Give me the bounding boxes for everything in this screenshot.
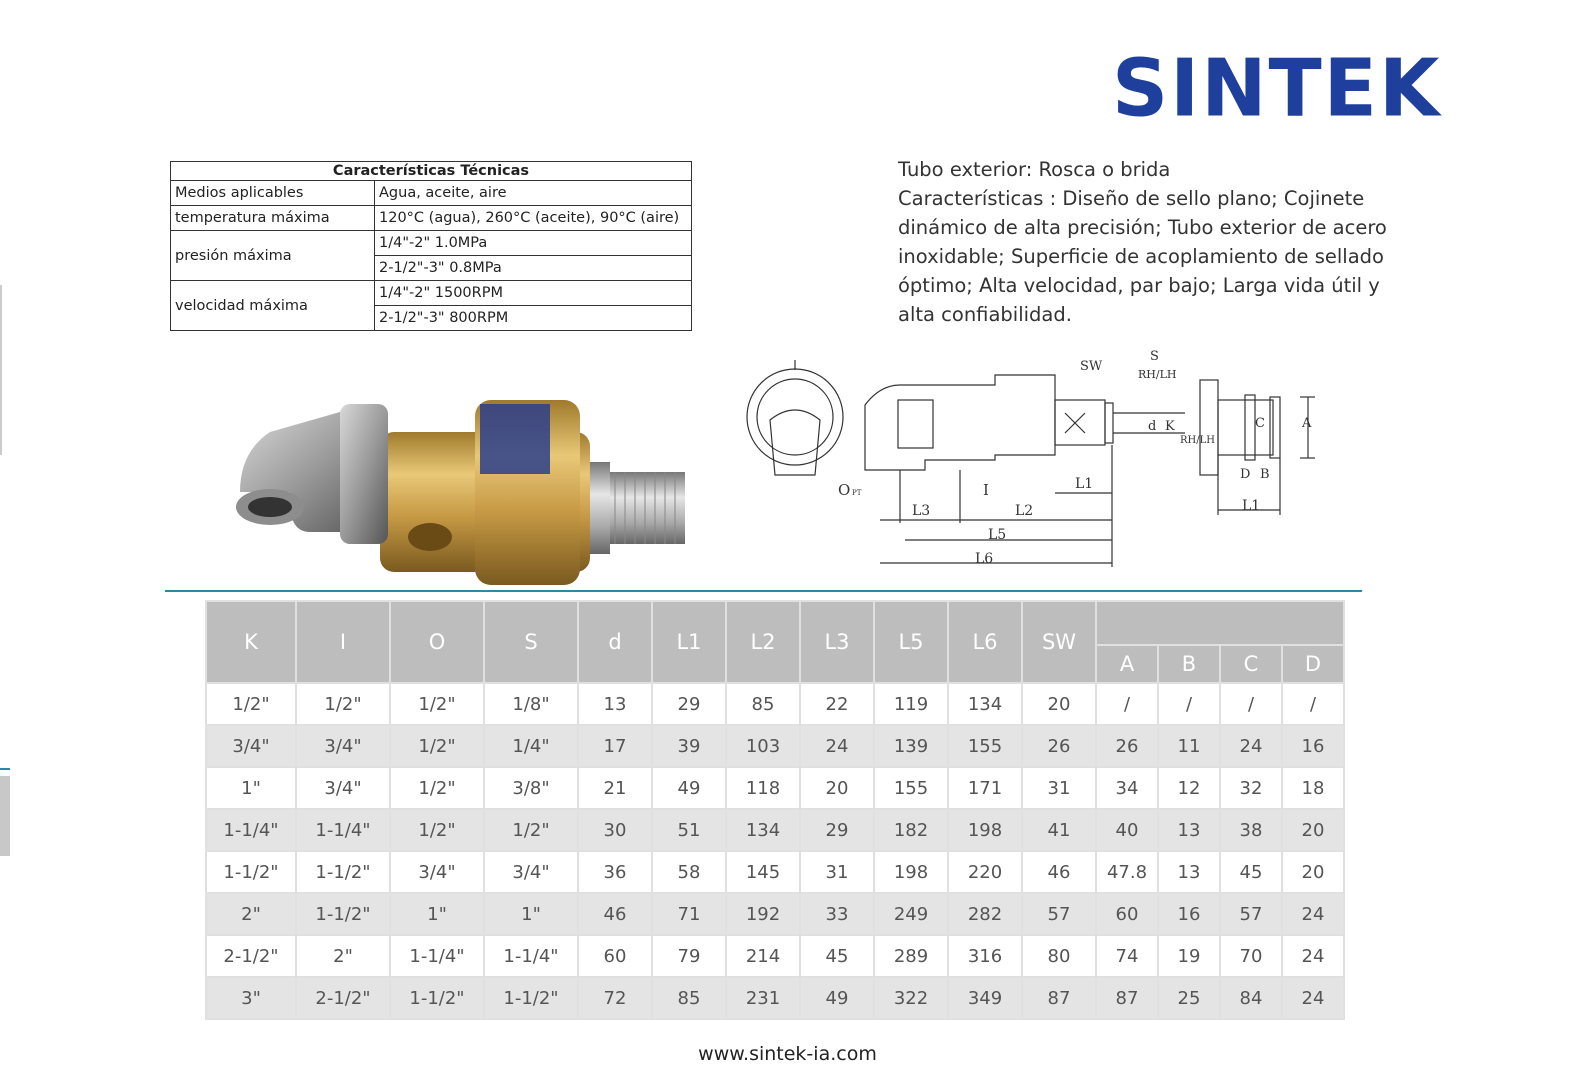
spec-value: 1/4"-2" 1500RPM (375, 281, 692, 306)
dimensions-table (205, 600, 1345, 1020)
edge-mark (0, 285, 2, 455)
table-cell: 57 (1220, 893, 1282, 935)
table-cell: 34 (1096, 767, 1158, 809)
drawing-label: d (1148, 419, 1157, 434)
drawing-label: B (1260, 467, 1270, 482)
spec-value: Agua, aceite, aire (375, 181, 692, 206)
table-cell: 155 (948, 725, 1022, 767)
table-cell: 1-1/2" (296, 851, 390, 893)
drawing-label: L3 (912, 503, 931, 519)
spec-value: 1/4"-2" 1.0MPa (375, 231, 692, 256)
table-cell: 20 (1282, 809, 1344, 851)
specs-title: Características Técnicas (171, 162, 692, 181)
table-cell: 24 (1220, 725, 1282, 767)
table-cell: 20 (1282, 851, 1344, 893)
drawing-label: I (983, 481, 989, 499)
table-cell: 24 (1282, 935, 1344, 977)
column-header: L5 (874, 601, 948, 683)
table-cell: 118 (726, 767, 800, 809)
table-cell: 16 (1158, 893, 1220, 935)
drawing-label: L6 (975, 551, 994, 567)
drawing-label: RH/LH (1138, 368, 1177, 381)
table-row (206, 977, 1344, 1019)
table-cell: 20 (800, 767, 874, 809)
table-cell: 16 (1282, 725, 1344, 767)
table-cell: 31 (1022, 767, 1096, 809)
brand-logo: SINTEK (1112, 43, 1442, 135)
column-header: A (1096, 645, 1158, 683)
table-cell: 1" (206, 767, 296, 809)
drawing-label: S (1150, 349, 1159, 364)
drawing-label: L1 (1075, 476, 1094, 492)
table-cell: 39 (652, 725, 726, 767)
table-cell: 40 (1096, 809, 1158, 851)
table-cell: 1/2" (390, 725, 484, 767)
table-cell: 2-1/2" (296, 977, 390, 1019)
table-row (171, 181, 692, 206)
table-cell: 51 (652, 809, 726, 851)
column-header: d (578, 601, 652, 683)
section-divider (165, 590, 1362, 592)
table-row (206, 767, 1344, 809)
drawing-label: K (1165, 419, 1175, 434)
table-cell: 214 (726, 935, 800, 977)
drawing-label: C (1255, 416, 1265, 431)
table-row (206, 809, 1344, 851)
table-cell: 13 (1158, 809, 1220, 851)
table-row (206, 851, 1344, 893)
table-cell: 1" (484, 893, 578, 935)
table-cell: 87 (1022, 977, 1096, 1019)
column-header: K (206, 601, 296, 683)
table-cell: 198 (948, 809, 1022, 851)
table-cell: 79 (652, 935, 726, 977)
table-cell: / (1096, 683, 1158, 725)
table-cell: 1/2" (390, 683, 484, 725)
table-cell: 1/2" (390, 809, 484, 851)
table-cell: 1-1/4" (484, 935, 578, 977)
table-row (206, 725, 1344, 767)
table-cell: 22 (800, 683, 874, 725)
spec-value: 120°C (agua), 260°C (aceite), 90°C (aire) (375, 206, 692, 231)
table-cell: / (1158, 683, 1220, 725)
table-cell: 38 (1220, 809, 1282, 851)
table-cell: 1-1/4" (390, 935, 484, 977)
table-cell: 49 (652, 767, 726, 809)
table-cell: 119 (874, 683, 948, 725)
table-cell: 32 (1220, 767, 1282, 809)
table-cell: 45 (1220, 851, 1282, 893)
table-cell: 41 (1022, 809, 1096, 851)
column-header: SW (1022, 601, 1096, 683)
table-cell: 198 (874, 851, 948, 893)
table-cell: 3/4" (390, 851, 484, 893)
table-cell: 70 (1220, 935, 1282, 977)
table-cell: 24 (800, 725, 874, 767)
table-cell: 36 (578, 851, 652, 893)
spec-value: 2-1/2"-3" 0.8MPa (375, 256, 692, 281)
spec-key: Medios aplicables (171, 181, 375, 206)
drawing-label: SW (1080, 359, 1103, 374)
table-cell: 33 (800, 893, 874, 935)
table-cell: 192 (726, 893, 800, 935)
table-cell: 20 (1022, 683, 1096, 725)
table-cell: 13 (1158, 851, 1220, 893)
table-cell: 71 (652, 893, 726, 935)
table-cell: 282 (948, 893, 1022, 935)
table-cell: 29 (652, 683, 726, 725)
table-cell: 3" (206, 977, 296, 1019)
table-cell: 2" (296, 935, 390, 977)
table-cell: 134 (948, 683, 1022, 725)
column-header: L3 (800, 601, 874, 683)
table-cell: 49 (800, 977, 874, 1019)
table-cell: 220 (948, 851, 1022, 893)
drawing-label: L2 (1015, 503, 1034, 519)
table-cell: 84 (1220, 977, 1282, 1019)
table-row (171, 281, 692, 306)
spec-key: presión máxima (171, 231, 375, 281)
table-cell: 74 (1096, 935, 1158, 977)
table-cell: 47.8 (1096, 851, 1158, 893)
table-cell: 87 (1096, 977, 1158, 1019)
table-cell: 3/4" (296, 725, 390, 767)
table-cell: 1/2" (390, 767, 484, 809)
table-cell: 60 (1096, 893, 1158, 935)
drawing-label: D (1240, 467, 1251, 482)
column-header: S (484, 601, 578, 683)
table-cell: 3/4" (296, 767, 390, 809)
table-cell: 29 (800, 809, 874, 851)
table-cell: 30 (578, 809, 652, 851)
table-cell: 1-1/2" (206, 851, 296, 893)
table-cell: 289 (874, 935, 948, 977)
spec-key: temperatura máxima (171, 206, 375, 231)
table-cell: 3/4" (206, 725, 296, 767)
column-header: C (1220, 645, 1282, 683)
table-cell: / (1220, 683, 1282, 725)
table-cell: 46 (578, 893, 652, 935)
table-cell: 26 (1096, 725, 1158, 767)
table-row (206, 683, 1344, 725)
table-cell: 25 (1158, 977, 1220, 1019)
flange-group-header (1096, 601, 1344, 645)
table-cell: 145 (726, 851, 800, 893)
column-header: D (1282, 645, 1344, 683)
table-cell: 72 (578, 977, 652, 1019)
table-cell: 13 (578, 683, 652, 725)
column-header: L1 (652, 601, 726, 683)
table-cell: 1" (390, 893, 484, 935)
table-cell: 316 (948, 935, 1022, 977)
specs-table (170, 161, 692, 331)
table-cell: 46 (1022, 851, 1096, 893)
table-cell: 1/2" (296, 683, 390, 725)
table-cell: 249 (874, 893, 948, 935)
table-cell: 349 (948, 977, 1022, 1019)
table-cell: 231 (726, 977, 800, 1019)
table-row (206, 893, 1344, 935)
table-cell: 3/4" (484, 851, 578, 893)
table-cell: 12 (1158, 767, 1220, 809)
table-cell: 85 (726, 683, 800, 725)
drawing-label: L1 (1242, 498, 1261, 514)
table-cell: 182 (874, 809, 948, 851)
table-cell: 57 (1022, 893, 1096, 935)
table-cell: 80 (1022, 935, 1096, 977)
drawing-label: L5 (988, 527, 1007, 543)
column-header: I (296, 601, 390, 683)
product-description (898, 155, 1398, 329)
table-cell: 21 (578, 767, 652, 809)
spec-value: 2-1/2"-3" 800RPM (375, 306, 692, 331)
table-cell: 17 (578, 725, 652, 767)
table-cell: 1/8" (484, 683, 578, 725)
drawing-label: PT (852, 489, 862, 497)
edge-mark (0, 776, 10, 856)
table-cell: 1-1/2" (390, 977, 484, 1019)
table-cell: 1/2" (484, 809, 578, 851)
column-header: B (1158, 645, 1220, 683)
table-cell: 1/4" (484, 725, 578, 767)
table-row (206, 935, 1344, 977)
drawing-label: O (838, 481, 851, 499)
table-cell: 85 (652, 977, 726, 1019)
description-line: Tubo exterior: Rosca o brida (898, 158, 1171, 181)
drawing-label: A (1302, 416, 1312, 431)
column-header: L6 (948, 601, 1022, 683)
table-cell: 19 (1158, 935, 1220, 977)
column-header: O (390, 601, 484, 683)
table-cell: 322 (874, 977, 948, 1019)
table-cell: 60 (578, 935, 652, 977)
table-cell: 11 (1158, 725, 1220, 767)
rotary-joint-photo (230, 392, 690, 587)
column-header: L2 (726, 601, 800, 683)
spec-key: velocidad máxima (171, 281, 375, 331)
table-cell: 1-1/2" (296, 893, 390, 935)
table-cell: 139 (874, 725, 948, 767)
table-cell: 31 (800, 851, 874, 893)
drawing-label: RH/LH (1180, 435, 1215, 446)
table-cell: 26 (1022, 725, 1096, 767)
table-cell: 1-1/4" (206, 809, 296, 851)
table-row (171, 206, 692, 231)
table-cell: 3/8" (484, 767, 578, 809)
table-cell: 18 (1282, 767, 1344, 809)
table-cell: 1-1/2" (484, 977, 578, 1019)
table-cell: 24 (1282, 977, 1344, 1019)
description-line: Características : Diseño de sello plano; Cojinete dinámico de alta precisión; Tubo exterior de acero inoxidable; Superficie de acoplamiento de sellado óptimo; Alta velocidad, par bajo; Larga vida útil y alta confiabilidad. (898, 187, 1387, 326)
table-row (171, 231, 692, 256)
table-cell: 155 (874, 767, 948, 809)
table-cell: 1-1/4" (296, 809, 390, 851)
table-cell: 171 (948, 767, 1022, 809)
table-cell: 24 (1282, 893, 1344, 935)
website-url: www.sintek-ia.com (698, 1043, 877, 1065)
technical-drawing (740, 345, 1340, 580)
table-cell: 103 (726, 725, 800, 767)
table-cell: 2-1/2" (206, 935, 296, 977)
table-cell: 1/2" (206, 683, 296, 725)
table-cell: 45 (800, 935, 874, 977)
table-cell: / (1282, 683, 1344, 725)
table-cell: 58 (652, 851, 726, 893)
table-cell: 2" (206, 893, 296, 935)
edge-mark (0, 768, 10, 770)
table-cell: 134 (726, 809, 800, 851)
